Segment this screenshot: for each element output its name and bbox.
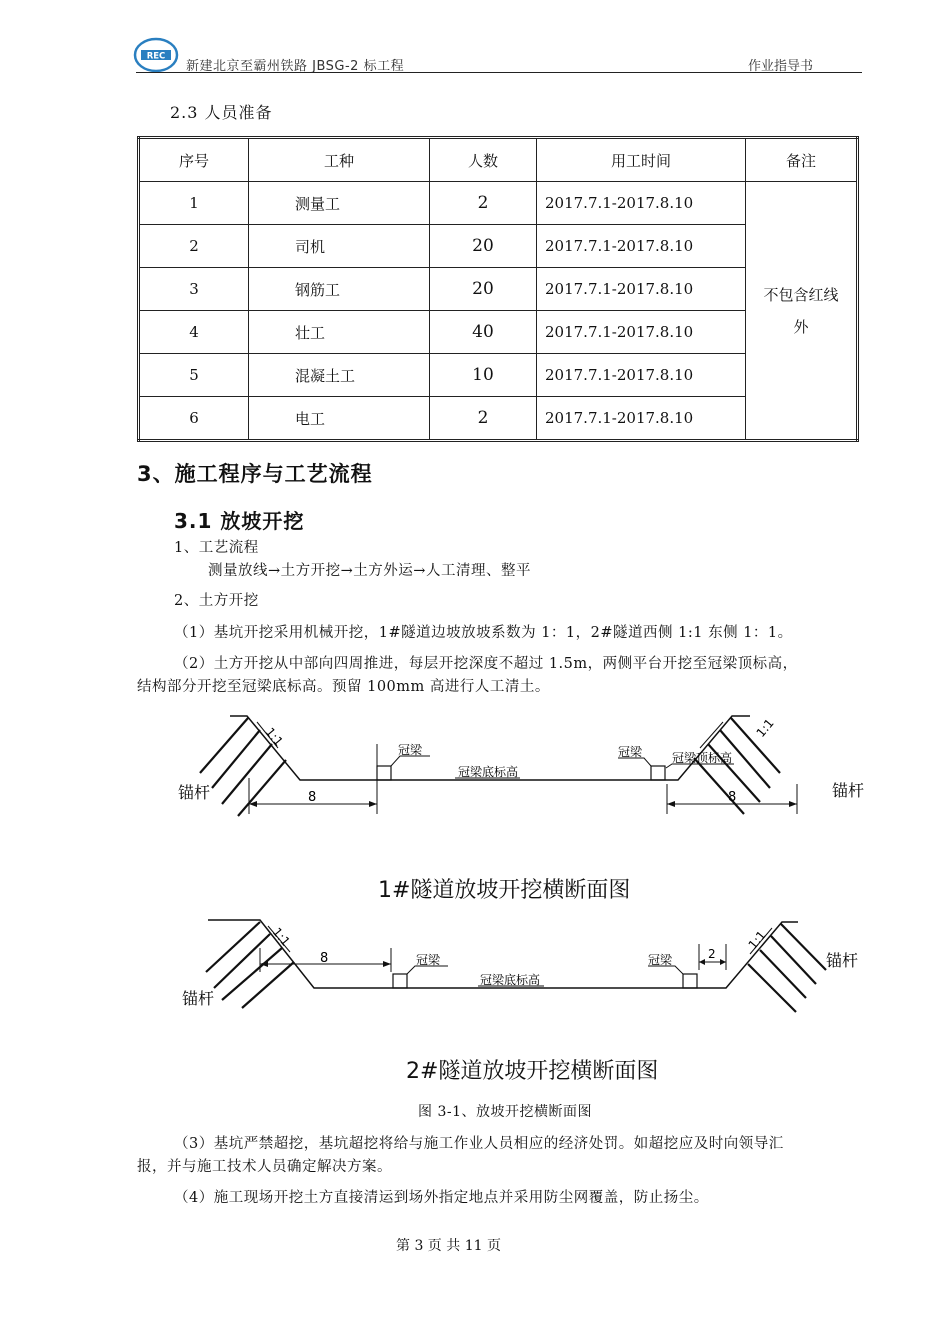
leader-beam-right — [618, 758, 651, 766]
slope-label-left: 1:1 — [262, 724, 286, 749]
cell-period: 2017.7.1-2017.8.10 — [537, 225, 746, 268]
cell-trade: 电工 — [249, 397, 430, 441]
arrow-icon — [383, 961, 391, 967]
anchor-line — [694, 758, 744, 814]
cell-count: 2 — [430, 182, 537, 225]
cell-no: 3 — [139, 268, 249, 311]
table-header-row — [139, 138, 858, 182]
cell-trade: 混凝土工 — [249, 354, 430, 397]
dim-left-label: 8 — [308, 790, 317, 805]
anchor-line — [214, 934, 270, 988]
cell-remark — [746, 182, 858, 441]
rec-logo-icon — [133, 37, 179, 73]
th-period: 用工时间 — [537, 138, 746, 182]
th-remark: 备注 — [746, 138, 858, 182]
crown-beam-left — [393, 974, 407, 988]
logo-text: REC — [146, 51, 166, 62]
beam-label-left: 冠梁 — [416, 953, 441, 967]
item1-flow: 测量放线→土方开挖→土方外运→人工清理、整平 — [208, 563, 531, 579]
page-footer: 第 3 页 共 11 页 — [396, 1238, 501, 1254]
anchor-line — [781, 924, 826, 970]
anchor-line — [206, 922, 260, 972]
para2-line2: 结构部分开挖至冠梁底标高。预留 100mm 高进行人工清土。 — [137, 679, 550, 695]
arrow-icon — [720, 959, 726, 965]
figure-caption: 图 3-1、放坡开挖横断面图 — [418, 1104, 592, 1120]
beam-bottom-label: 冠梁底标高 — [480, 973, 541, 987]
para2-line1: （2）土方开挖从中部向四周推进，每层开挖深度不超过 1.5m，两侧平台开挖至冠梁顶标高， — [174, 656, 798, 672]
anchor-label-right: 锚杆 — [826, 951, 859, 970]
section-2-3-heading: 2.3 人员准备 — [170, 103, 273, 122]
cell-count: 20 — [430, 268, 537, 311]
dim-right-label: 2 — [708, 947, 716, 961]
cell-trade: 钢筋工 — [249, 268, 430, 311]
cell-trade: 司机 — [249, 225, 430, 268]
cell-trade: 壮工 — [249, 311, 430, 354]
cell-period: 2017.7.1-2017.8.10 — [537, 268, 746, 311]
cell-no: 6 — [139, 397, 249, 441]
leader-beam-left — [407, 966, 448, 974]
anchor-line — [200, 718, 248, 773]
dim-right-label: 8 — [728, 790, 737, 805]
th-trade: 工种 — [249, 138, 430, 182]
anchor-line — [242, 962, 294, 1008]
dim-left-label: 8 — [320, 951, 329, 966]
slope-label-right: 1:1 — [753, 716, 777, 740]
leader-beam-left — [391, 756, 430, 766]
anchor-line — [212, 730, 260, 788]
crown-beam-right — [651, 766, 665, 780]
slope-label-right: 1:1 — [745, 928, 769, 952]
diagram-2-caption: 2#隧道放坡开挖横断面图 — [406, 1059, 659, 1084]
th-no: 序号 — [139, 138, 249, 182]
section-3-heading: 3、施工程序与工艺流程 — [137, 462, 373, 486]
anchor-line — [748, 964, 796, 1012]
para4: （4）施工现场开挖土方直接清运到场外指定地点并采用防尘网覆盖，防止扬尘。 — [174, 1190, 709, 1206]
th-count: 人数 — [430, 138, 537, 182]
para3-line1: （3）基坑严禁超挖，基坑超挖将给与施工作业人员相应的经济处罚。如超挖应及时向领导汇 — [174, 1136, 784, 1152]
beam-label-right: 冠梁 — [648, 953, 673, 967]
diagram-2 — [160, 908, 880, 1038]
header-title: 新建北京至霸州铁路 JBSG-2 标工程 — [186, 59, 405, 74]
beam-top-label: 冠梁顶标高 — [672, 751, 733, 765]
anchor-line — [771, 936, 816, 984]
arrow-icon — [789, 801, 797, 807]
cell-period: 2017.7.1-2017.8.10 — [537, 182, 746, 225]
beam-bottom-label: 冠梁底标高 — [458, 765, 519, 779]
section-3-1-heading: 3.1 放坡开挖 — [174, 509, 305, 533]
anchor-label-left: 锚杆 — [182, 989, 215, 1008]
beam-label-right: 冠梁 — [618, 745, 643, 759]
remark-line-2: 外 — [793, 317, 809, 336]
cell-count: 10 — [430, 354, 537, 397]
diagram-1-caption: 1#隧道放坡开挖横断面图 — [378, 878, 631, 903]
cell-no: 2 — [139, 225, 249, 268]
anchor-line — [238, 760, 286, 816]
crown-beam-left — [377, 766, 391, 780]
cell-period: 2017.7.1-2017.8.10 — [537, 397, 746, 441]
para1: （1）基坑开挖采用机械开挖，1#隧道边坡放坡系数为 1：1，2#隧道西侧 1:1 东侧 1：1。 — [174, 625, 793, 641]
cell-trade: 测量工 — [249, 182, 430, 225]
arrow-icon — [699, 959, 705, 965]
cell-period: 2017.7.1-2017.8.10 — [537, 311, 746, 354]
item2-title: 2、土方开挖 — [174, 593, 259, 609]
arrow-icon — [667, 801, 675, 807]
header-logo — [133, 37, 179, 73]
crown-beam-right — [683, 974, 697, 988]
cell-period: 2017.7.1-2017.8.10 — [537, 354, 746, 397]
header-rule — [136, 72, 862, 73]
anchor-line — [760, 950, 806, 998]
remark-line-1: 不包含红线 — [763, 285, 839, 304]
para3-line2: 报，并与施工技术人员确定解决方案。 — [137, 1159, 392, 1175]
cell-no: 5 — [139, 354, 249, 397]
item1-title: 1、工艺流程 — [174, 540, 259, 556]
beam-label-left: 冠梁 — [398, 743, 423, 757]
slope-label-left: 1:1 — [269, 924, 293, 949]
cell-no: 1 — [139, 182, 249, 225]
arrow-icon — [369, 801, 377, 807]
leader-beam-right — [648, 966, 683, 974]
cell-count: 40 — [430, 311, 537, 354]
table-row — [139, 182, 858, 225]
anchor-label-left: 锚杆 — [178, 783, 211, 802]
header-doc-type: 作业指导书 — [748, 59, 814, 74]
cell-count: 2 — [430, 397, 537, 441]
slope-leader-right — [700, 722, 723, 748]
anchor-line — [222, 948, 282, 1000]
cell-count: 20 — [430, 225, 537, 268]
anchor-label-right: 锚杆 — [832, 781, 865, 800]
cell-no: 4 — [139, 311, 249, 354]
anchor-line — [222, 744, 272, 804]
staff-table — [137, 136, 859, 442]
